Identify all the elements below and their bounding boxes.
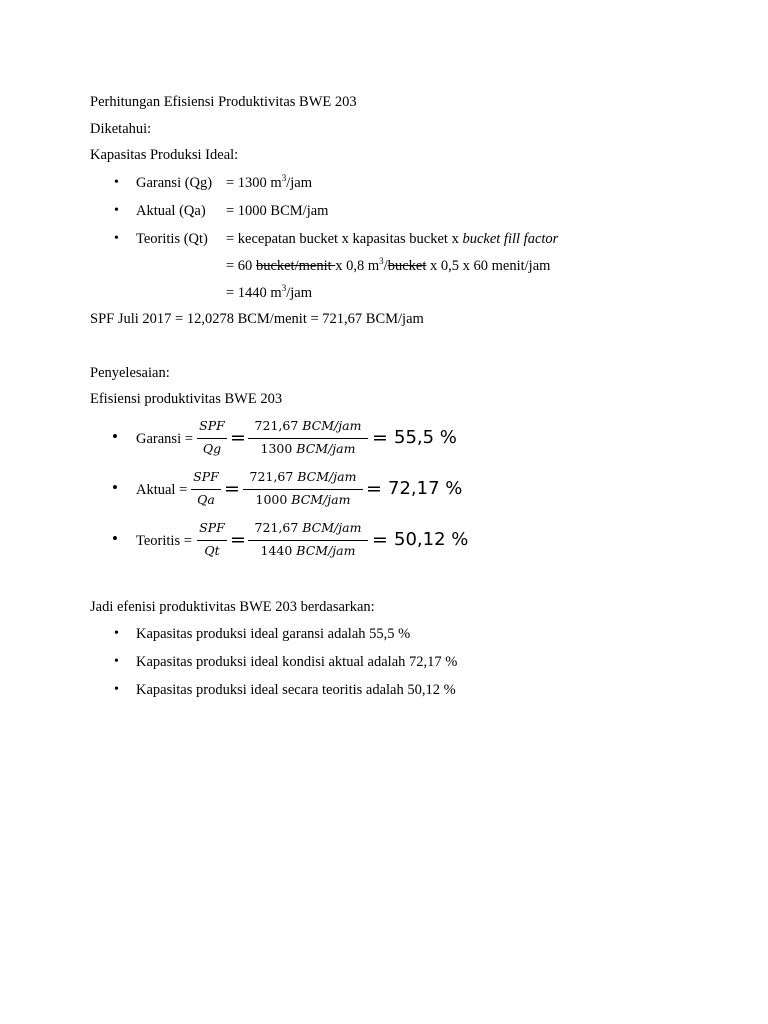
equation-label: Teoritis = — [136, 533, 192, 549]
teoritis-formula: = kecepatan bucket x kapasitas bucket x bucket fill factor — [226, 231, 559, 247]
penyelesaian-label: Penyelesaian: — [90, 365, 170, 381]
fraction-spf: SPF Qt — [197, 518, 227, 562]
conclusion-intro: Jadi efenisi produktivitas BWE 203 berdasarkan: — [90, 599, 375, 615]
equation-garansi: • Garansi = SPF Qg = 721,67 BCM/jam 1300 BCM/jam = 55,5 % — [0, 416, 768, 460]
bullet-icon: • — [114, 682, 119, 697]
bullet-icon: • — [114, 654, 119, 669]
aktual-value: = 1000 BCM/jam — [226, 203, 329, 219]
equation-teoritis: • Teoritis = SPF Qt = 721,67 BCM/jam 1440 BCM/jam = 50,12 % — [0, 518, 768, 562]
equation-aktual: • Aktual = SPF Qa = 721,67 BCM/jam 1000 BCM/jam = 72,17 % — [0, 467, 768, 511]
fraction-spf: SPF Qa — [191, 467, 221, 511]
fraction-values: 721,67 BCM/jam 1440 BCM/jam — [248, 518, 368, 562]
conclusion-item: Kapasitas produksi ideal kondisi aktual adalah 72,17 % — [136, 654, 458, 670]
efisiensi-heading: Efisiensi produktivitas BWE 203 — [90, 391, 283, 407]
spf-line: SPF Juli 2017 = 12,0278 BCM/menit = 721,67 BCM/jam — [90, 311, 424, 327]
bullet-icon: • — [112, 478, 118, 497]
teoritis-label: Teoritis (Qt) — [136, 231, 208, 247]
document-title: Perhitungan Efisiensi Produktivitas BWE 203 — [90, 94, 357, 110]
bullet-icon: • — [114, 231, 119, 246]
fraction-values: 721,67 BCM/jam 1300 BCM/jam — [248, 416, 368, 460]
bullet-icon: • — [112, 427, 118, 446]
equation-label: Garansi = — [136, 431, 193, 447]
aktual-label: Aktual (Qa) — [136, 203, 206, 219]
equation-result: 50,12 % — [394, 529, 469, 550]
kapasitas-heading: Kapasitas Produksi Ideal: — [90, 147, 239, 163]
equation-label: Aktual = — [136, 482, 188, 498]
fraction-spf: SPF Qg — [197, 416, 227, 460]
garansi-label: Garansi (Qg) — [136, 175, 213, 191]
bullet-icon: • — [114, 175, 119, 190]
equation-result: 72,17 % — [388, 478, 463, 499]
conclusion-item: Kapasitas produksi ideal garansi adalah 55,5 % — [136, 626, 411, 642]
bullet-icon: • — [114, 626, 119, 641]
diketahui-label: Diketahui: — [90, 121, 152, 137]
equation-result: 55,5 % — [394, 427, 457, 448]
garansi-value: = 1300 $m^3$/jam — [226, 173, 312, 191]
bullet-icon: • — [114, 203, 119, 218]
conclusion-item: Kapasitas produksi ideal secara teoritis adalah 50,12 % — [136, 682, 456, 698]
bullet-icon: • — [112, 529, 118, 548]
teoritis-substitution: = 60 bucket/menit x 0,8 $m^3$/bucket x 0,5 x 60 menit/jam — [226, 256, 551, 274]
fraction-values: 721,67 BCM/jam 1000 BCM/jam — [243, 467, 363, 511]
teoritis-result: = 1440 $m^3$/jam — [226, 283, 312, 301]
